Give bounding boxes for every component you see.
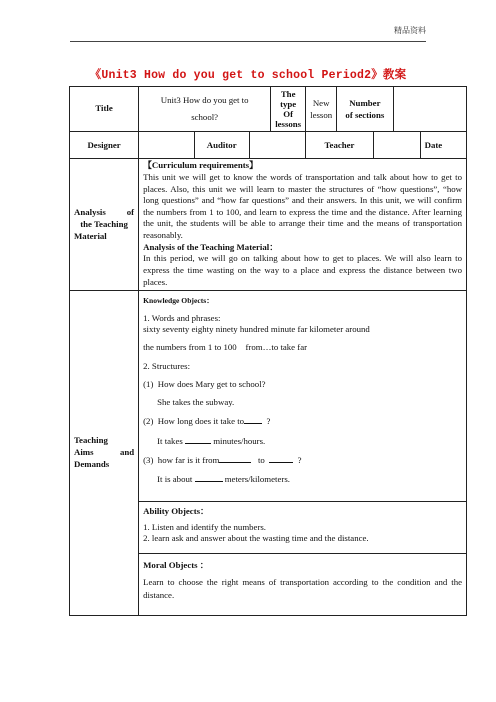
sections-value-cell bbox=[393, 87, 466, 132]
designer-label: Designer bbox=[87, 139, 121, 150]
auditor-label-cell bbox=[194, 132, 249, 159]
structure-1-number: (1) bbox=[143, 378, 154, 389]
date-label: Date bbox=[424, 139, 443, 150]
aims-label-cell bbox=[70, 291, 139, 616]
blank-from bbox=[219, 454, 251, 463]
knowledge-heading: Knowledge Objects： bbox=[143, 296, 214, 306]
aims-label-3: Demands bbox=[74, 459, 110, 470]
ability-heading: Ability Objects： bbox=[143, 506, 209, 517]
lesson-type-value-2: lesson bbox=[310, 110, 333, 121]
words-list: sixty seventy eighty ninety hundred minute far kilometer around bbox=[143, 324, 370, 335]
structure-3-question-mark: ? bbox=[297, 454, 302, 465]
analysis-label-3: Material bbox=[74, 230, 107, 241]
blank-destination bbox=[244, 415, 262, 424]
sections-label-1: Number bbox=[349, 97, 381, 108]
lesson-type-value-cell bbox=[306, 87, 337, 132]
structure-3-question-start: how far is it from bbox=[157, 454, 220, 465]
structure-3-answer bbox=[143, 473, 462, 485]
knowledge-row bbox=[70, 291, 467, 502]
analysis-row bbox=[70, 159, 467, 291]
ability-item-2: 2. learn ask and answer about the wasting time and the distance. bbox=[143, 533, 369, 544]
date-label-cell bbox=[420, 132, 466, 159]
numbers-range: the numbers from 1 to 100 bbox=[143, 342, 237, 353]
curriculum-requirements-text: This unit we will get to know the words of transportation and talk about how to get to places. Also, this unit we will learn to master the structures of “how questions”, “how long questions” and “how far questions” and their answers. In this unit, we will confirm the numbers from 1 to 100, and learn to express the time and the distance. After learning the unit, the students will be able to arrange their time and the means of transportation reasonably. bbox=[143, 172, 462, 241]
lesson-type-label-2: Of bbox=[283, 109, 294, 120]
teacher-value-cell bbox=[373, 132, 420, 159]
blank-to bbox=[269, 454, 293, 463]
header-rule bbox=[70, 41, 426, 42]
title-value-cell bbox=[139, 87, 271, 132]
structure-3-answer-end: meters/kilometers. bbox=[224, 474, 290, 485]
structure-3-number: (3) bbox=[143, 454, 154, 465]
aims-label-2 bbox=[74, 447, 134, 459]
auditor-label: Auditor bbox=[206, 139, 237, 150]
staff-row bbox=[70, 132, 467, 159]
blank-minutes bbox=[185, 435, 211, 444]
lesson-type-label-1: The type bbox=[280, 89, 297, 110]
moral-heading: Moral Objects ： bbox=[143, 560, 209, 571]
structure-2-question bbox=[143, 415, 462, 427]
analysis-label-cell bbox=[70, 159, 139, 291]
designer-value-cell bbox=[139, 132, 194, 159]
aims-label-1: Teaching bbox=[74, 435, 108, 446]
lesson-type-label-3: lessons bbox=[275, 119, 302, 130]
aims-label-2a: Aims bbox=[74, 447, 94, 458]
analysis-content-cell bbox=[139, 159, 467, 291]
sections-label-cell bbox=[337, 87, 393, 132]
designer-label-cell bbox=[70, 132, 139, 159]
structure-1-question bbox=[143, 379, 462, 390]
lesson-type-value-1: New bbox=[312, 97, 330, 108]
aims-label-2b: and bbox=[119, 447, 135, 458]
moral-text: Learn to choose the right means of transportation according to the condition and the distance. bbox=[143, 576, 462, 601]
structures-item: 2. Structures: bbox=[143, 360, 191, 371]
structure-1-question-text: How does Mary get to school? bbox=[157, 378, 266, 389]
analysis-label-1: Analysis of bbox=[74, 206, 135, 217]
teaching-material-text: In this period, we will go on talking about how to get to places. We will also learn to express the time wasting on the way to a place and express the distance between two places. bbox=[143, 253, 462, 287]
lesson-type-label-cell bbox=[271, 87, 306, 132]
structure-2-answer-end: minutes/hours. bbox=[213, 435, 266, 446]
knowledge-content-cell bbox=[139, 291, 467, 502]
analysis-label-2: the Teaching bbox=[80, 218, 128, 229]
sections-label-2: of sections bbox=[345, 110, 385, 121]
document-title: 《Unit3 How do you get to school Period2》教案 bbox=[89, 69, 407, 82]
numbers-phrases: from…to take far bbox=[245, 342, 308, 353]
teacher-label: Teacher bbox=[324, 139, 355, 150]
moral-content-cell bbox=[139, 554, 467, 616]
structure-2-answer-start: It takes bbox=[157, 435, 183, 446]
structure-3-question-to: to bbox=[257, 454, 265, 465]
structure-2-question-text: How long does it take to bbox=[157, 416, 245, 427]
lesson-plan-table bbox=[69, 86, 467, 616]
structure-3-question bbox=[143, 454, 462, 466]
auditor-value-cell bbox=[249, 132, 305, 159]
header-tag: 精品资料 bbox=[394, 26, 426, 35]
ability-content-cell bbox=[139, 502, 467, 554]
structure-2-number: (2) bbox=[143, 416, 154, 427]
teaching-material-heading: Analysis of the Teaching Material： bbox=[143, 241, 279, 252]
teacher-label-cell bbox=[306, 132, 374, 159]
title-value-line1: Unit3 How do you get to bbox=[160, 94, 249, 105]
ability-item-1: 1. Listen and identify the numbers. bbox=[143, 521, 267, 532]
structure-2-answer bbox=[143, 435, 462, 447]
words-phrases-item: 1. Words and phrases: bbox=[143, 312, 221, 323]
title-row bbox=[70, 87, 467, 132]
numbers-line bbox=[143, 342, 462, 353]
title-label: Title bbox=[95, 103, 113, 114]
title-value-line2: school? bbox=[191, 112, 219, 123]
structure-1-answer: She takes the subway. bbox=[157, 397, 235, 408]
structure-2-question-mark: ? bbox=[266, 416, 271, 427]
curriculum-requirements-heading: 【Curriculum requirements】 bbox=[143, 160, 258, 171]
title-label-cell bbox=[70, 87, 139, 132]
blank-distance bbox=[195, 473, 223, 482]
structure-3-answer-start: It is about bbox=[157, 474, 193, 485]
